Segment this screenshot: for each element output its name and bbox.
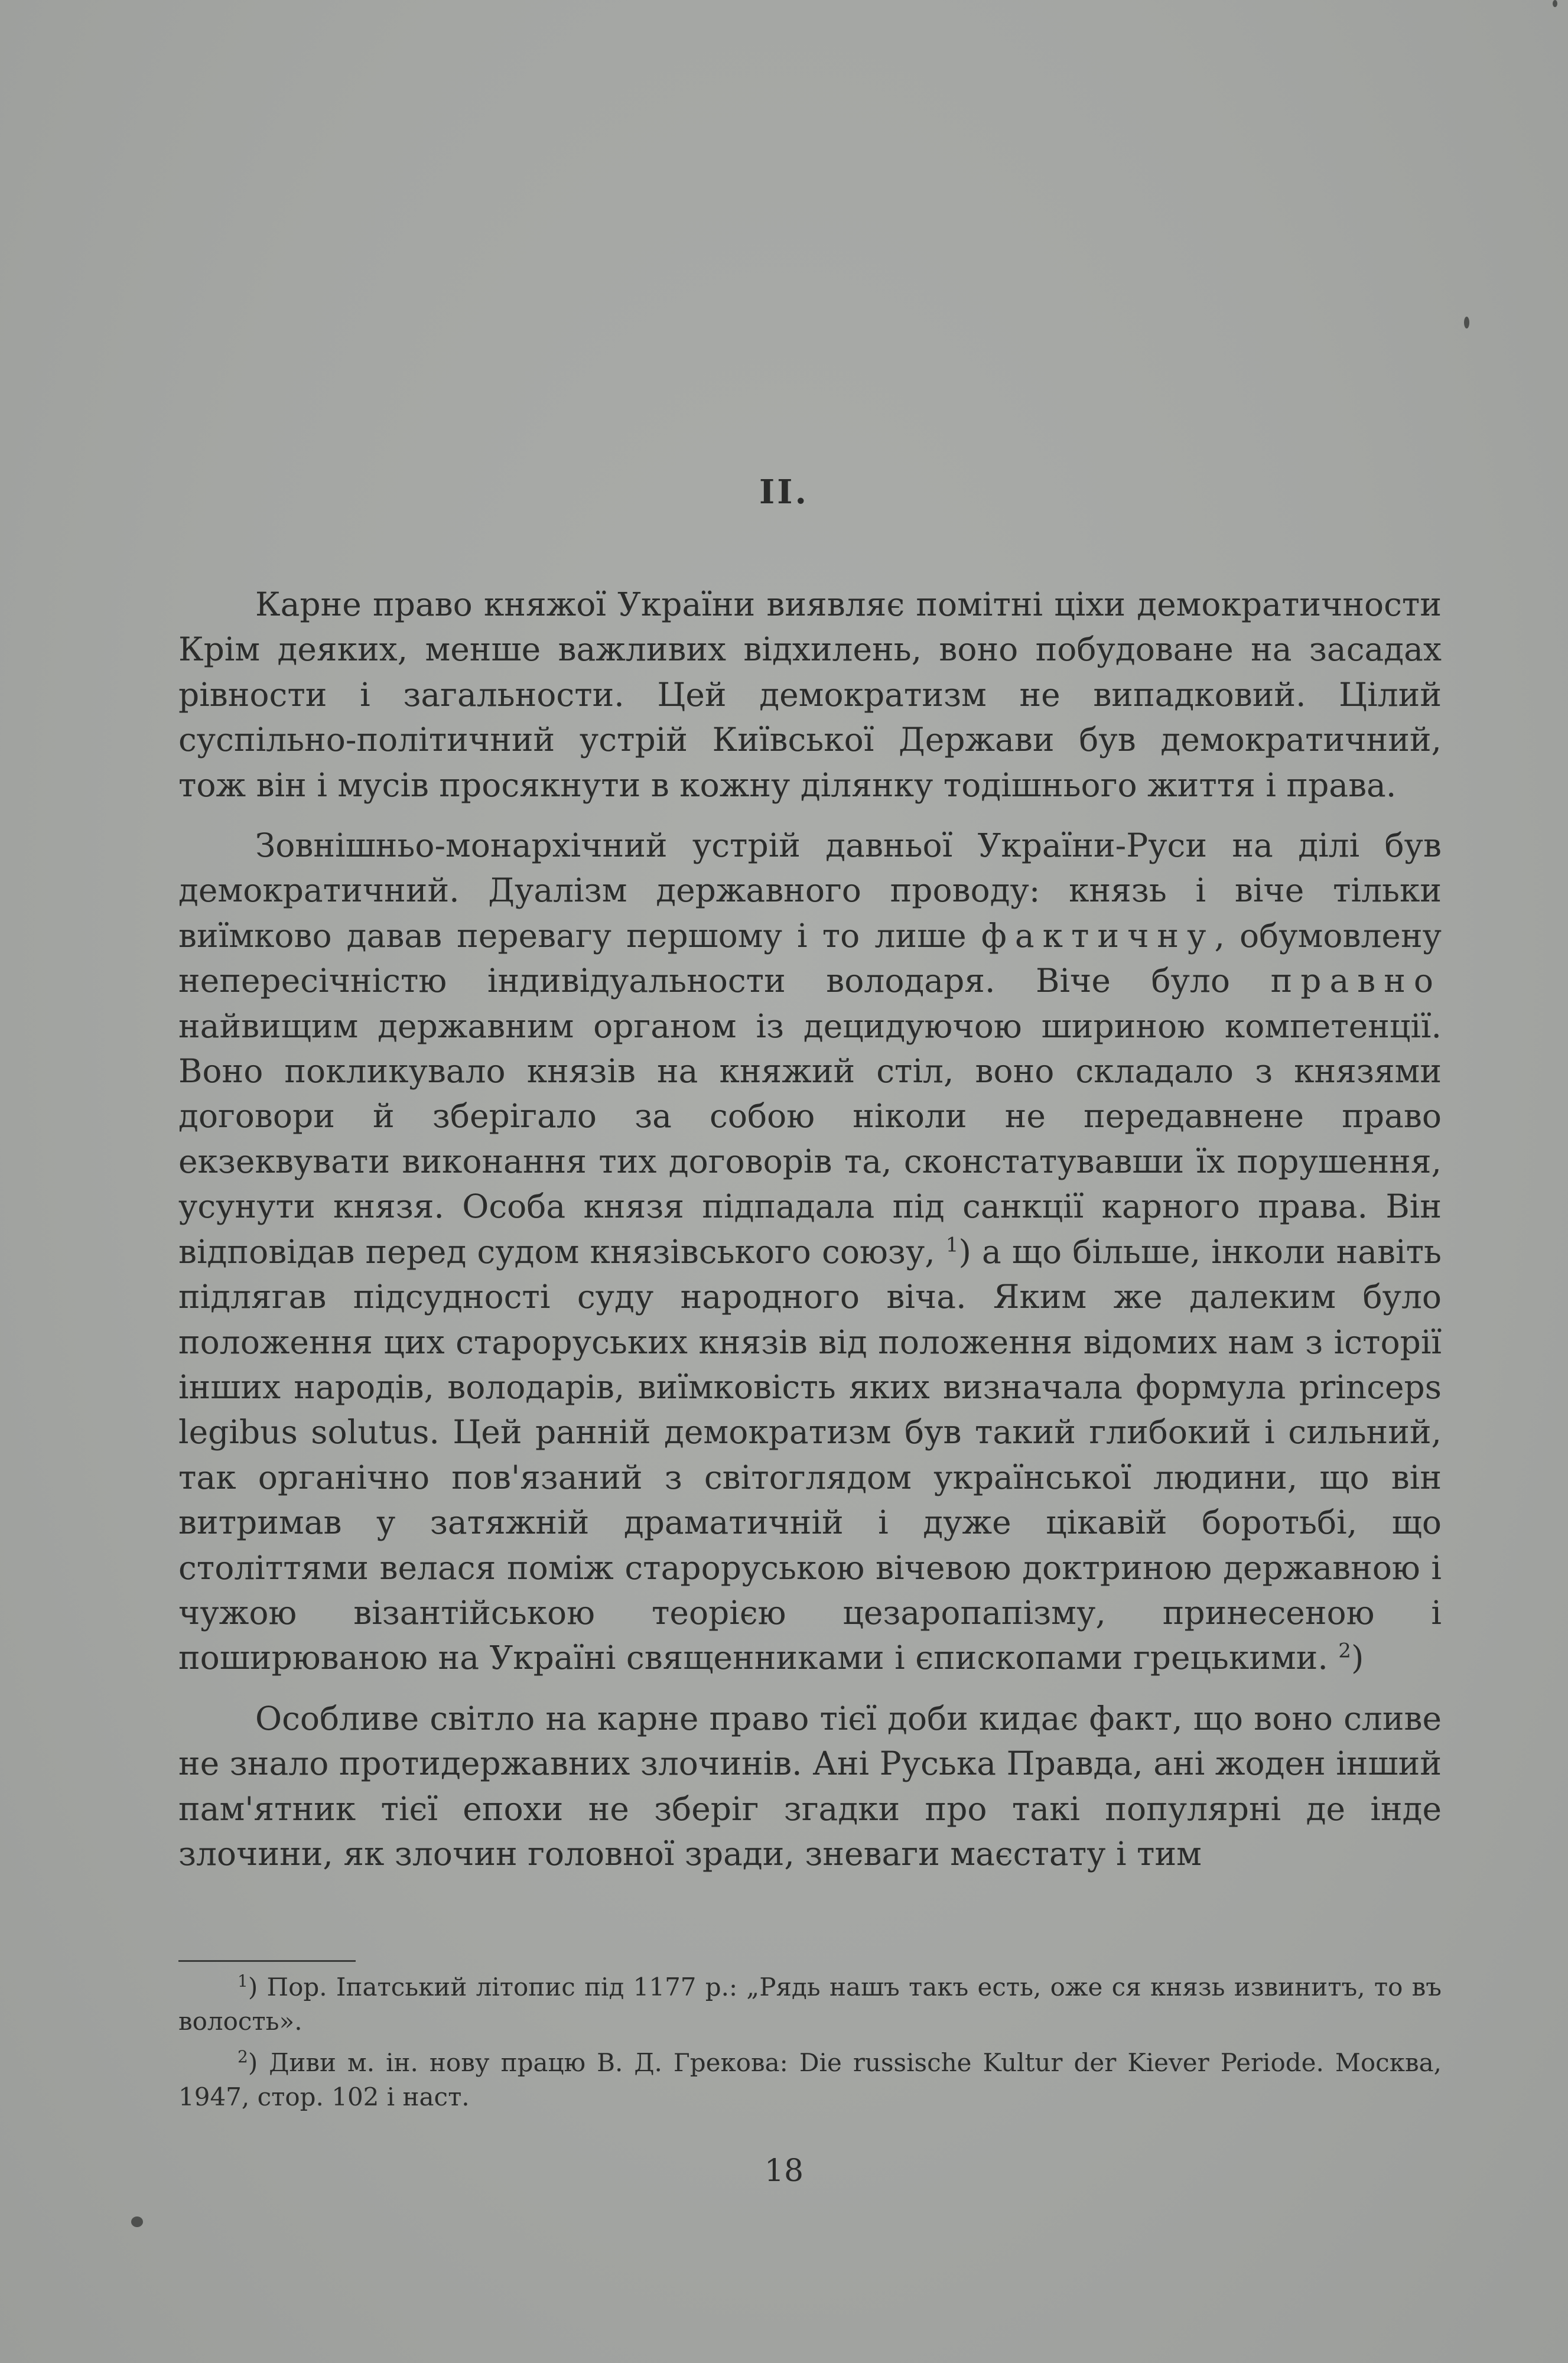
footnotes	[178, 1970, 1442, 2121]
paper-speck	[1553, 0, 1557, 7]
text-run: найвищим державним органом із децидуючою шириною компетенції. Воно покликувало князів на княжий стіл, воно складало з князями договори й зберігало за собою ніколи не передавнене право екзеквувати виконання тих договорів та, сконстатувавши їх порушення, усунути князя. Особа князя підпадала під санкції карного права. Він відповідав перед судом князівського союзу,	[178, 1007, 1442, 1271]
text-run: ) а що більше, інколи навіть підлягав підсудності суду народного віча. Яким же далеким було положення цих староруських князів від положення відомих нам з історії інших народів, володарів, виїмковість яких визначала формула princeps legibus solutus. Цей ранній демократизм був такий глибокий і сильний, так органічно пов'язаний з світоглядом української людини, що він витримав у затяжній драматичній і дуже цікавій боротьбі, що століттями велася поміж староруською вічевою доктриною державною і чужою візантійською теорією цезаропапізму, принесеною і поширюваною на Україні священниками і єпископами грецькими.	[178, 1232, 1442, 1677]
footnote-divider	[178, 1960, 356, 1962]
paragraph	[178, 582, 1442, 808]
footnote-marker: 2	[238, 2047, 248, 2066]
footnote-reference: 2	[1338, 1639, 1351, 1664]
footnote-text: ) Диви м. ін. нову працю В. Д. Грекова: Die russische Kultur der Kiever Periode. Москва, 1947, стор. 102 і наст.	[178, 2048, 1442, 2111]
page-number: 18	[764, 2153, 804, 2189]
paragraph	[178, 1696, 1442, 1877]
text-run: Карне право княжої України виявляє помітні ціхи демократичности Крім деяких, менше важливих відхилень, воно побудоване на засадах рівности і загальности. Цей демократизм не випадковий. Цілий суспільно-політичний устрій Київської Держави був демократичний, тож він і мусів просякнути в кожну ділянку тодішнього життя і права.	[178, 585, 1442, 804]
footnote-reference: 1	[945, 1233, 959, 1257]
body-text	[178, 582, 1442, 1892]
footnote-text: ) Пор. Іпатський літопис під 1177 р.: „Рядь нашъ такъ есть, оже ся князь извинитъ, то въ волость».	[178, 1973, 1442, 2036]
text-run: )	[1351, 1639, 1364, 1677]
emphasized-word: правно	[1270, 962, 1442, 1000]
text-run: Особливе світло на карне право тієї доби кидає факт, що воно сливе не знало протидержавних злочинів. Ані Руська Правда, ані жоден інший пам'ятник тієї епохи не зберіг згадки про такі популярні де інде злочини, як злочин головної зради, зневаги маєстату і тим	[178, 1699, 1442, 1873]
footnote-marker: 1	[238, 1971, 248, 1991]
emphasized-word: фактичну	[981, 916, 1215, 955]
footnote	[178, 1970, 1442, 2039]
paper-speck	[1464, 317, 1469, 328]
text-run: Зовнішньо-монархічний устрій давньої України-Руси на ділі був демократичний. Дуалізм державного проводу: князь і віче тільки виїмково давав перевагу першому і то лише	[178, 826, 1442, 955]
text-run: , обумовлену непересічністю індивідуальности володаря. Віче було	[178, 916, 1442, 1000]
chapter-heading: II.	[759, 473, 809, 512]
paragraph	[178, 823, 1442, 1681]
footnote	[178, 2046, 1442, 2114]
paper-speck	[131, 2216, 143, 2227]
